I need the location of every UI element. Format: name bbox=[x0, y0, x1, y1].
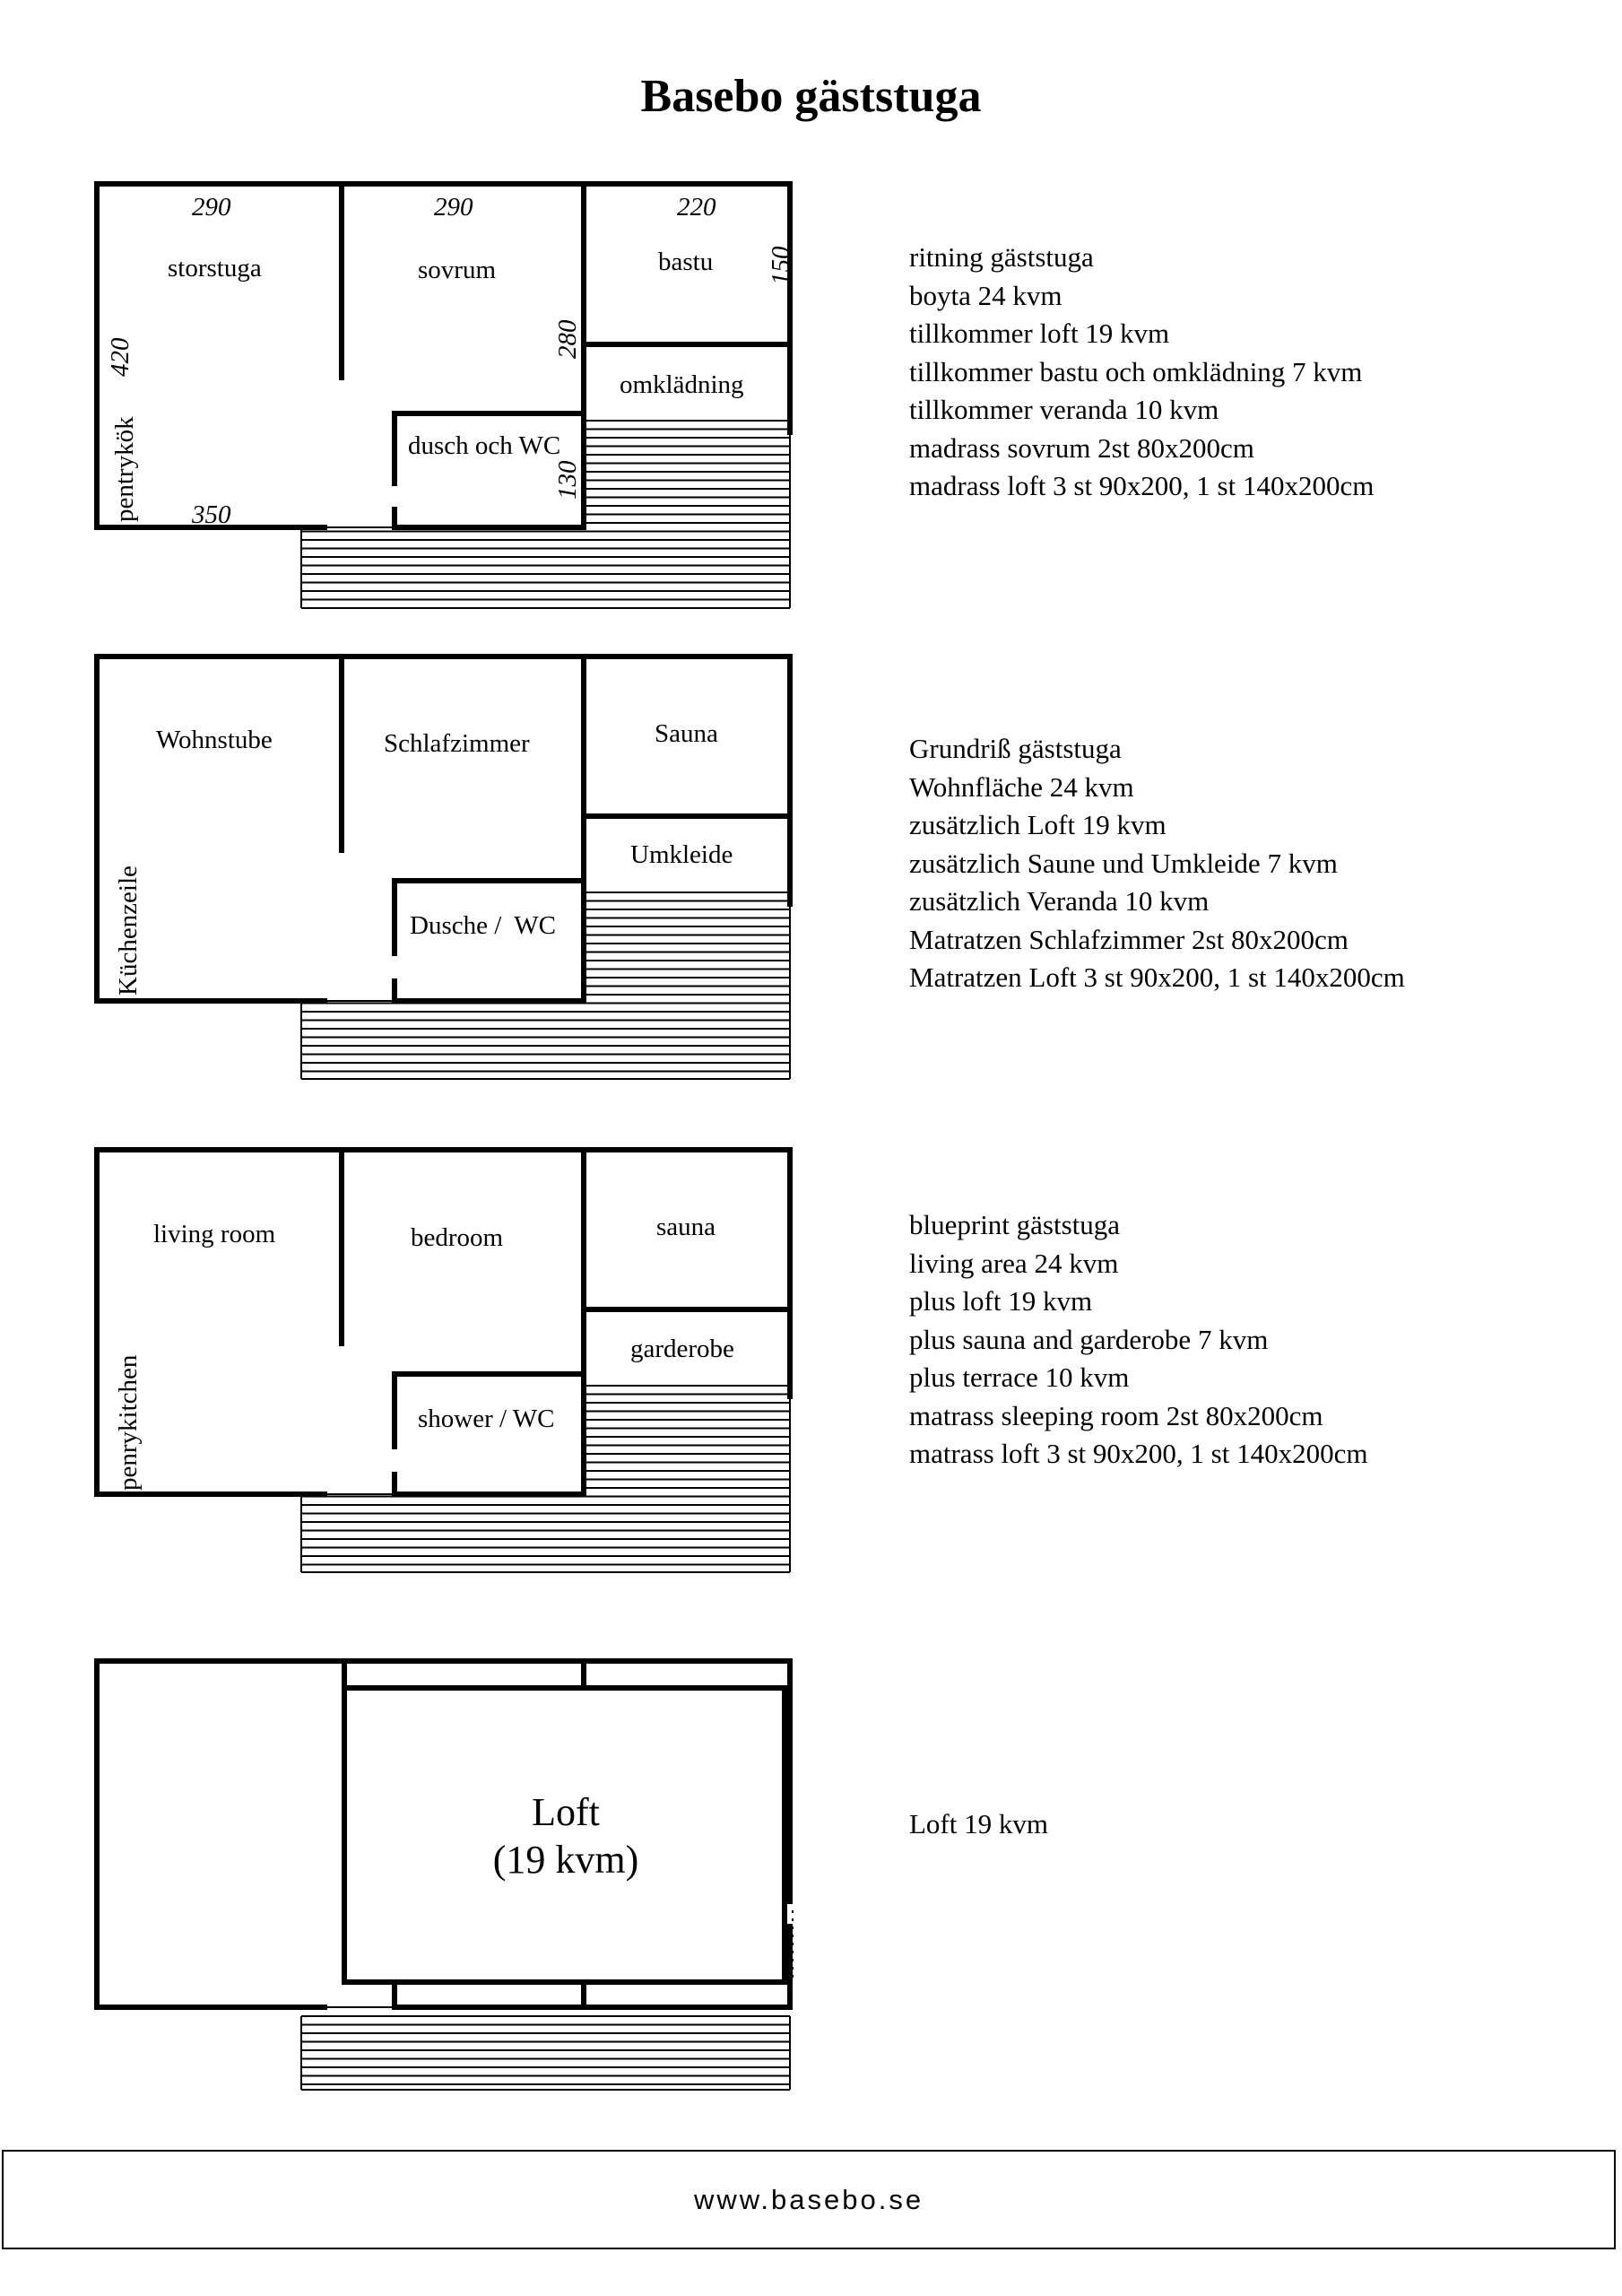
dimension-sauna-depth: 150 bbox=[767, 246, 795, 285]
info-line: zusätzlich Saune und Umkleide 7 kvm bbox=[909, 847, 1338, 879]
info-line: zusätzlich Veranda 10 kvm bbox=[909, 885, 1210, 917]
room-label-kitchen: pentrykök bbox=[110, 416, 139, 522]
info-line: madrass sovrum 2st 80x200cm bbox=[909, 431, 1254, 464]
info-line: Matratzen Schlafzimmer 2st 80x200cm bbox=[909, 923, 1349, 955]
info-line: zusätzlich Loft 19 kvm bbox=[909, 809, 1167, 840]
info-line: plus sauna and garderobe 7 kvm bbox=[909, 1323, 1269, 1355]
info-block-loft bbox=[909, 1805, 1048, 1844]
dimension-sauna-width: 220 bbox=[677, 193, 716, 222]
loft-area-label: (19 kvm) bbox=[492, 1838, 639, 1882]
room-label-changing: Umkleide bbox=[630, 840, 733, 869]
dimension-kitchen-width: 350 bbox=[192, 500, 231, 529]
info-line: boyta 24 kvm bbox=[909, 279, 1063, 311]
room-label-changing: garderobe bbox=[630, 1335, 734, 1363]
room-label-kitchen: penrykitchen bbox=[114, 1354, 143, 1491]
loft-label: Loft bbox=[532, 1790, 600, 1834]
room-label-shower: Dusche / WC bbox=[410, 911, 556, 940]
info-line: Grundriß gäststuga bbox=[909, 733, 1122, 764]
room-label-bedroom: bedroom bbox=[411, 1223, 504, 1252]
info-line: tillkommer veranda 10 kvm bbox=[909, 394, 1219, 425]
info-line: Wohnfläche 24 kvm bbox=[909, 770, 1134, 803]
dimension-bedroom-width: 290 bbox=[434, 193, 473, 222]
info-line: Loft 19 kvm bbox=[909, 1808, 1048, 1839]
room-label-sauna: Sauna bbox=[655, 719, 718, 748]
room-label-living: storstuga bbox=[168, 254, 262, 283]
room-label-bedroom: Schlafzimmer bbox=[384, 729, 530, 758]
room-label-changing: omklädning bbox=[620, 370, 744, 399]
info-block-english bbox=[909, 1206, 1367, 1474]
deck-hatching bbox=[301, 2016, 790, 2090]
info-line: tillkommer bastu och omklädning 7 kvm bbox=[909, 355, 1363, 387]
room-label-sauna: bastu bbox=[658, 248, 714, 276]
info-line: plus terrace 10 kvm bbox=[909, 1361, 1130, 1393]
room-label-shower: shower / WC bbox=[418, 1405, 555, 1433]
info-line: living area 24 kvm bbox=[909, 1247, 1119, 1279]
footer bbox=[2, 2150, 1616, 2249]
page-title: Basebo gäststuga bbox=[640, 71, 982, 122]
info-line: matrass loft 3 st 90x200, 1 st 140x200cm bbox=[909, 1438, 1368, 1469]
info-line: plus loft 19 kvm bbox=[909, 1285, 1093, 1317]
info-line: ritning gäststuga bbox=[909, 241, 1094, 273]
room-label-sauna: sauna bbox=[656, 1213, 716, 1241]
dimension-shower-depth: 130 bbox=[553, 460, 582, 500]
dimension-depth-total: 420 bbox=[106, 337, 134, 377]
dimension-bedroom-depth: 280 bbox=[553, 319, 582, 359]
room-label-shower: dusch och WC bbox=[408, 431, 561, 460]
website-link[interactable]: www.basebo.se bbox=[693, 2184, 924, 2215]
loft-area bbox=[344, 1688, 785, 1982]
info-line: tillkommer loft 19 kvm bbox=[909, 317, 1170, 349]
room-label-living: Wohnstube bbox=[156, 726, 273, 754]
info-line: Matratzen Loft 3 st 90x200, 1 st 140x200cm bbox=[909, 961, 1405, 993]
info-block-german bbox=[909, 730, 1405, 997]
room-label-living: living room bbox=[153, 1220, 276, 1248]
room-label-kitchen: Küchenzeile bbox=[114, 865, 143, 996]
info-block-swedish bbox=[909, 239, 1374, 506]
room-label-bedroom: sovrum bbox=[418, 256, 496, 284]
info-line: matrass sleeping room 2st 80x200cm bbox=[909, 1399, 1323, 1431]
dimension-living-width: 290 bbox=[192, 193, 231, 222]
info-line: blueprint gäststuga bbox=[909, 1209, 1121, 1240]
info-line: madrass loft 3 st 90x200, 1 st 140x200cm bbox=[909, 470, 1375, 501]
